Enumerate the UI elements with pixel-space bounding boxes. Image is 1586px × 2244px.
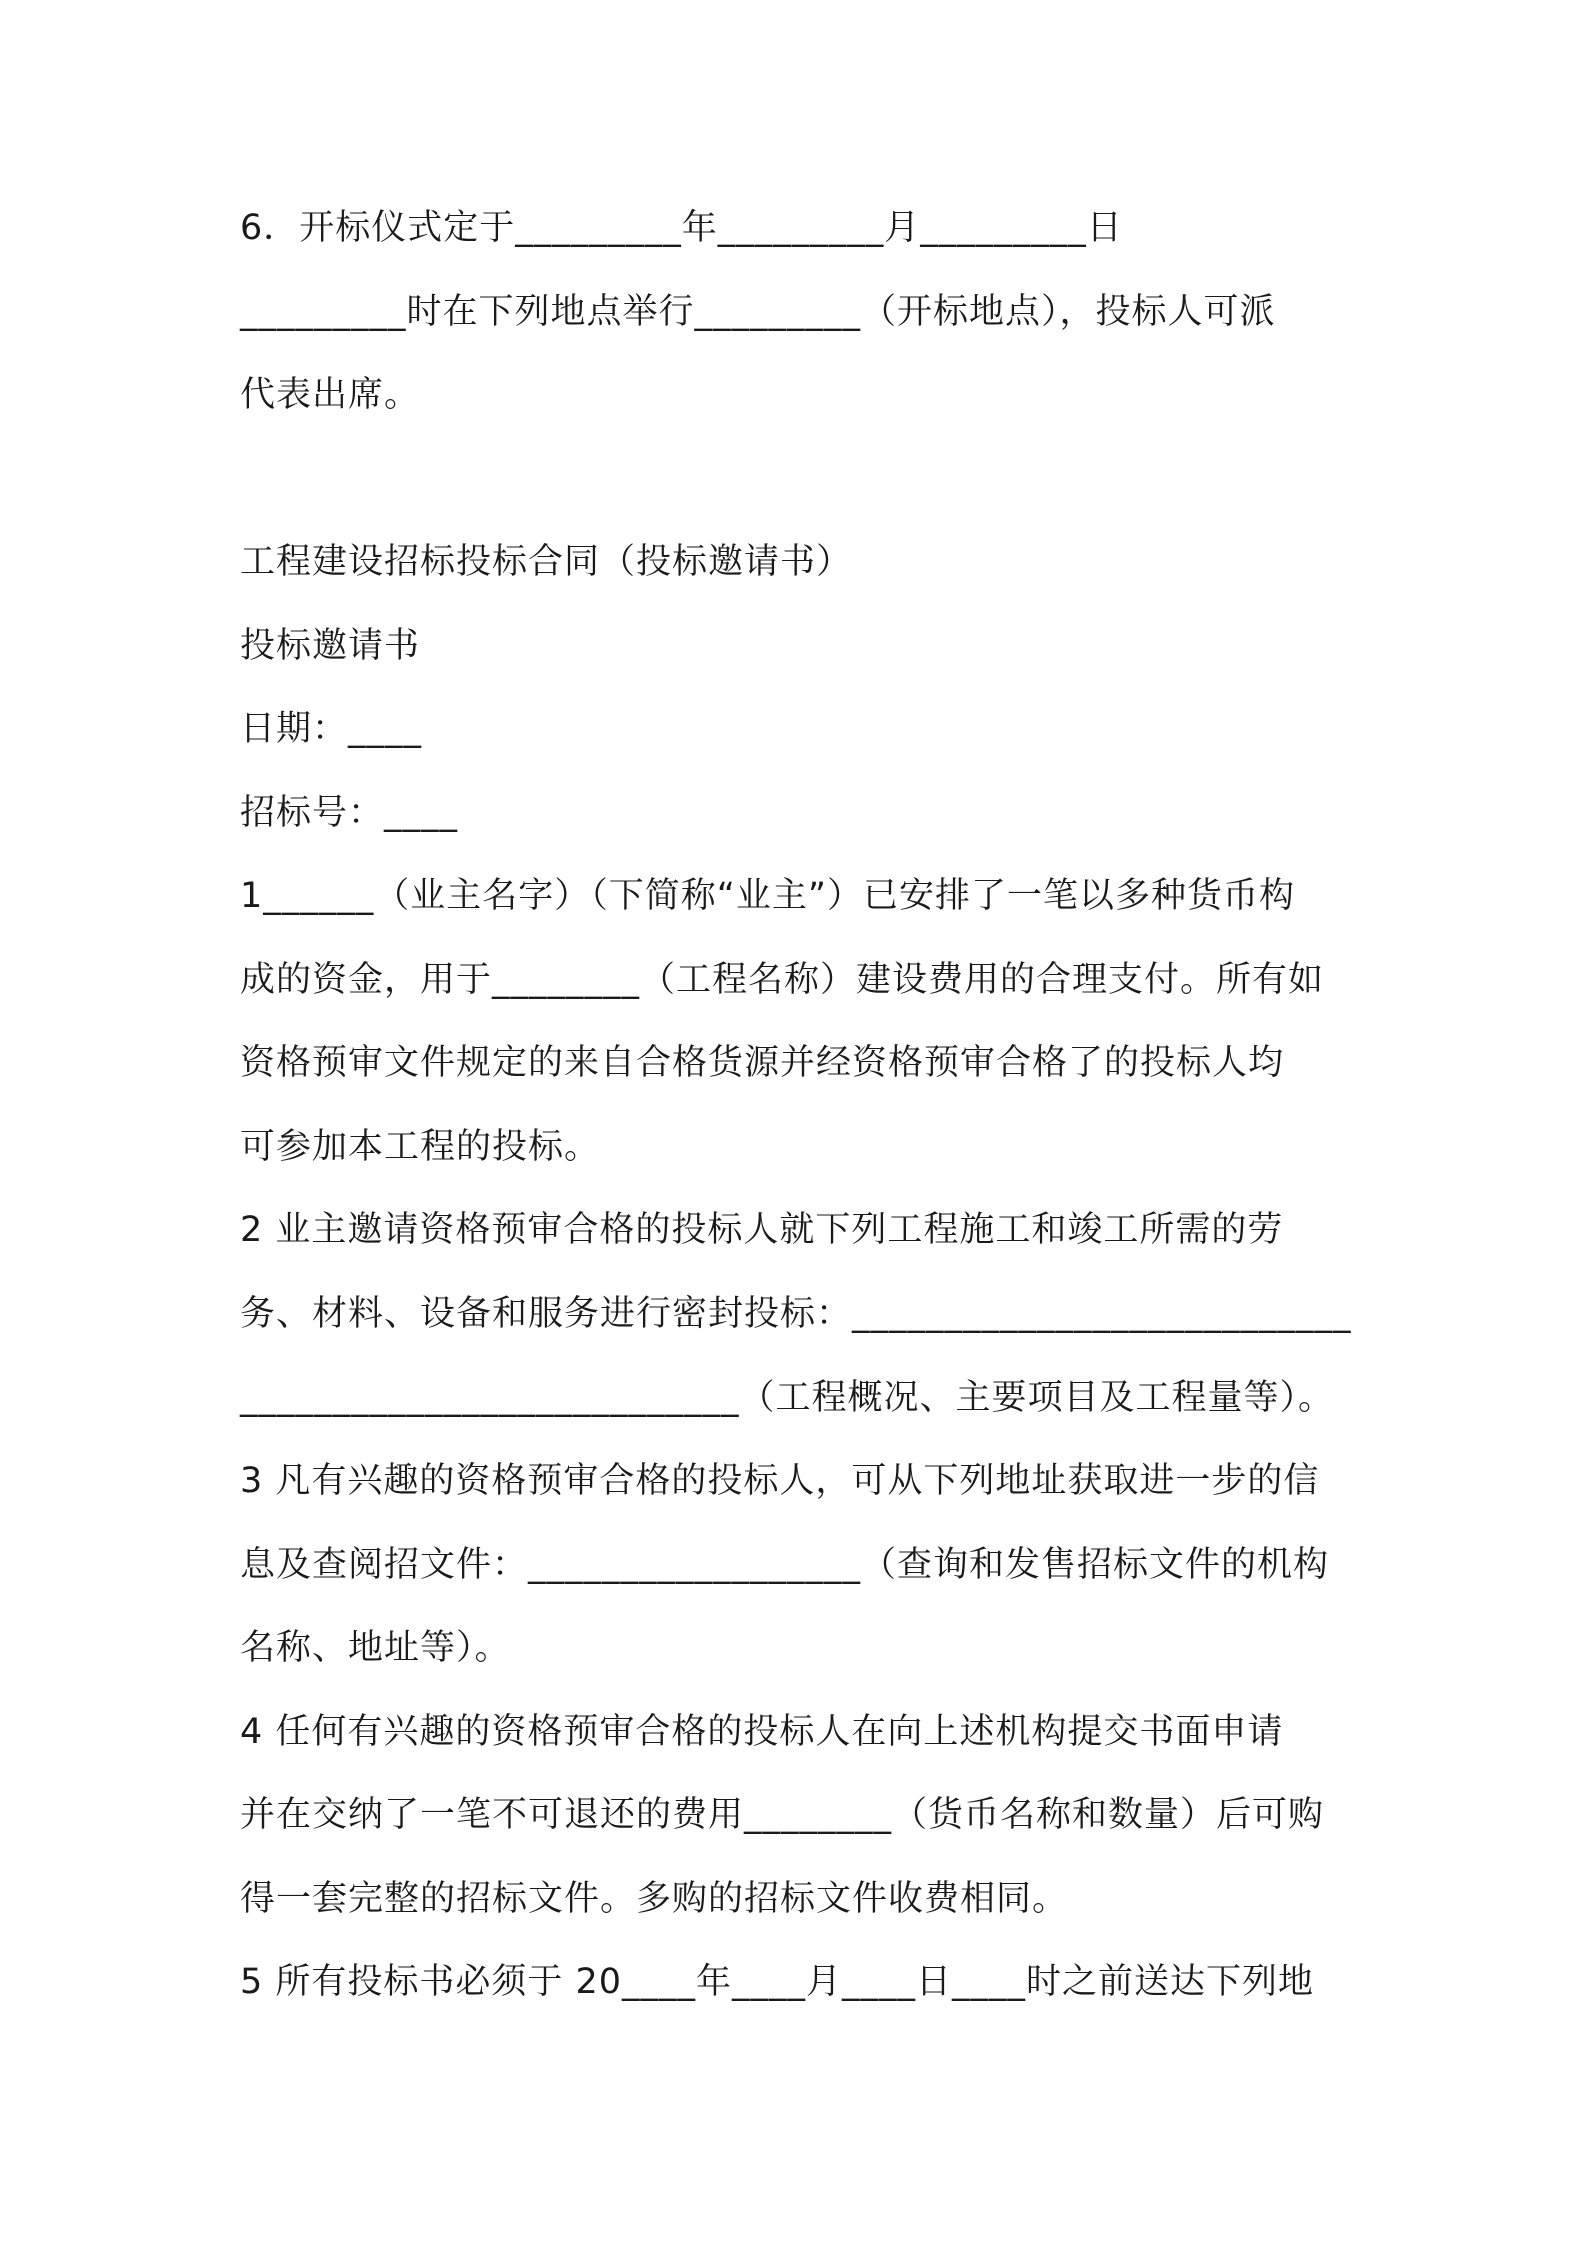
para1-line1: 1______（业主名字）（下简称“业主”）已安排了一笔以多种货币构 — [240, 876, 1296, 916]
para2-line1: 2 业主邀请资格预审合格的投标人就下列工程施工和竣工所需的劳 — [240, 1210, 1284, 1250]
para1-line2: 成的资金，用于________（工程名称）建设费用的合理支付。所有如 — [240, 960, 1325, 1000]
para1-line4: 可参加本工程的投标。 — [240, 1127, 601, 1167]
para5-line1: 5 所有投标书必须于 20____年____月____日____时之前送达下列地 — [240, 1962, 1315, 2002]
para3-line3: 名称、地址等）。 — [240, 1628, 511, 1668]
para3-line1: 3 凡有兴趣的资格预审合格的投标人，可从下列地址获取进一步的信 — [240, 1461, 1320, 1501]
para1-line3: 资格预审文件规定的来自合格货源并经资格预审合格了的投标人均 — [240, 1043, 1285, 1083]
doc-title: 投标邀请书 — [240, 626, 421, 666]
para2-line2: 务、材料、设备和服务进行密封投标：___________________________ — [240, 1294, 1352, 1334]
section6-line1: 6．开标仪式定于_________年_________月_________日 — [240, 208, 1123, 248]
para4-line1: 4 任何有兴趣的资格预审合格的投标人在向上述机构提交书面申请 — [240, 1712, 1284, 1752]
para3-line2: 息及查阅招文件：__________________（查询和发售招标文件的机构 — [240, 1545, 1330, 1585]
para4-line3: 得一套完整的招标文件。多购的招标文件收费相同。 — [240, 1879, 1069, 1919]
contract-title: 工程建设招标投标合同（投标邀请书） — [240, 542, 853, 582]
section6-line3: 代表出席。 — [240, 375, 421, 415]
section6-line2: _________时在下列地点举行_________（开标地点），投标人可派 — [240, 292, 1276, 332]
tender-number-field: 招标号：____ — [240, 793, 459, 833]
para4-line2: 并在交纳了一笔不可退还的费用________（货币名称和数量）后可购 — [240, 1795, 1325, 1835]
para2-line3: ___________________________（工程概况、主要项目及工程量等）。 — [240, 1378, 1335, 1418]
date-field: 日期：____ — [240, 709, 423, 749]
